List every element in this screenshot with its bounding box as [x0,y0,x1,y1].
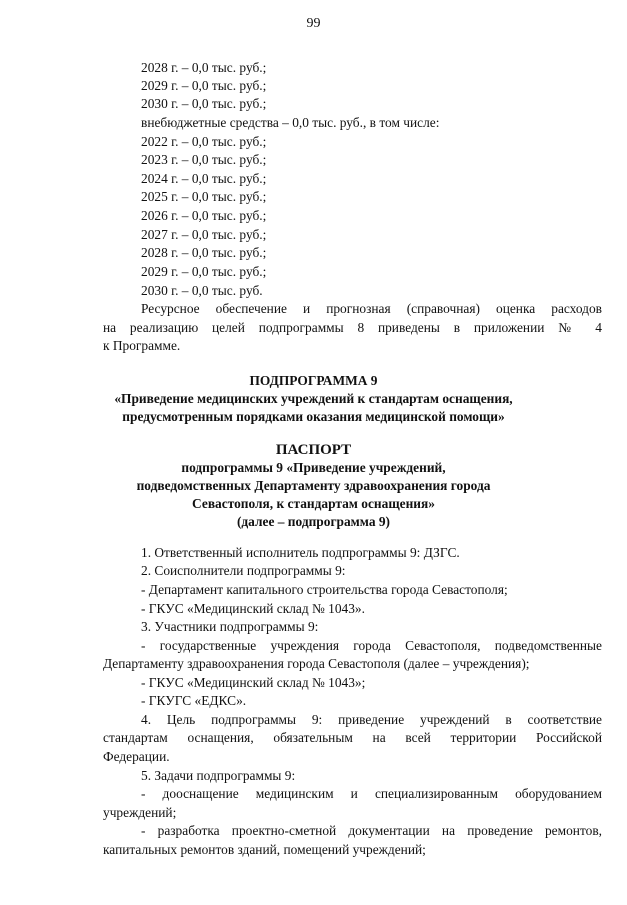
passport-name-line: подпрограммы 9 «Приведение учреждений, [181,460,446,475]
subprogram-name-line: «Приведение медицинских учреждений к стандартам оснащения, [114,391,513,406]
year-line: 2022 г. – 0,0 тыс. руб.; [141,134,267,149]
body-line: 3. Участники подпрограммы 9: [141,619,319,634]
passport-name-line: Севастополя, к стандартам оснащения» [192,496,435,511]
body-line: Федерации. [103,749,170,764]
year-line: 2024 г. – 0,0 тыс. руб.; [141,171,267,186]
resource-paragraph-line: на реализацию целей подпрограммы 8 приведены в приложении № 4 [103,320,602,335]
year-line: 2028 г. – 0,0 тыс. руб.; [141,60,267,75]
year-line: 2025 г. – 0,0 тыс. руб.; [141,189,267,204]
body-line: Департаменту здравоохранения города Севастополя (далее – учреждения); [103,656,530,671]
year-line: 2023 г. – 0,0 тыс. руб.; [141,152,267,167]
year-line: 2029 г. – 0,0 тыс. руб.; [141,264,267,279]
body-line: - дооснащение медицинским и специализированным оборудованием [141,786,602,801]
body-line: - ГКУС «Медицинский склад № 1043»; [141,675,366,690]
body-line: учреждений; [103,805,177,820]
body-line: 1. Ответственный исполнитель подпрограммы 9: ДЗГС. [141,545,460,560]
passport-name-line: (далее – подпрограмма 9) [236,514,391,529]
year-line: 2027 г. – 0,0 тыс. руб.; [141,227,267,242]
body-line: - Департамент капитального строительства города Севастополя; [141,582,508,597]
year-line: 2028 г. – 0,0 тыс. руб.; [141,245,267,260]
passport-title: ПАСПОРТ [275,442,352,458]
page-number: 99 [306,16,321,31]
year-line: 2026 г. – 0,0 тыс. руб.; [141,208,267,223]
passport-name-line: подведомственных Департаменту здравоохранения города [136,478,491,493]
body-line: капитальных ремонтов зданий, помещений учреждений; [103,842,426,857]
body-line: - государственные учреждения города Севастополя, подведомственные [141,638,602,653]
year-line: 2030 г. – 0,0 тыс. руб. [141,283,263,298]
body-line: 4. Цель подпрограммы 9: приведение учреждений в соответствие [141,712,602,727]
body-line: - разработка проектно-сметной документации на проведение ремонтов, [141,823,602,838]
year-line: 2029 г. – 0,0 тыс. руб.; [141,78,267,93]
body-line: 2. Соисполнители подпрограммы 9: [141,563,346,578]
body-line: - ГКУГС «ЕДКС». [141,693,247,708]
body-line: стандартам оснащения, обязательным на всей территории Российской [103,730,602,745]
body-line: 5. Задачи подпрограммы 9: [141,768,296,783]
year-line: 2030 г. – 0,0 тыс. руб.; [141,96,267,111]
body-line: - ГКУС «Медицинский склад № 1043». [141,601,365,616]
extrabudget-line: внебюджетные средства – 0,0 тыс. руб., в том числе: [141,115,440,130]
subprogram-title: ПОДПРОГРАММА 9 [249,373,378,388]
resource-paragraph-line: Ресурсное обеспечение и прогнозная (справочная) оценка расходов [141,301,602,316]
resource-paragraph-line: к Программе. [103,338,181,353]
subprogram-name-line: предусмотренным порядками оказания медицинской помощи» [122,409,505,424]
